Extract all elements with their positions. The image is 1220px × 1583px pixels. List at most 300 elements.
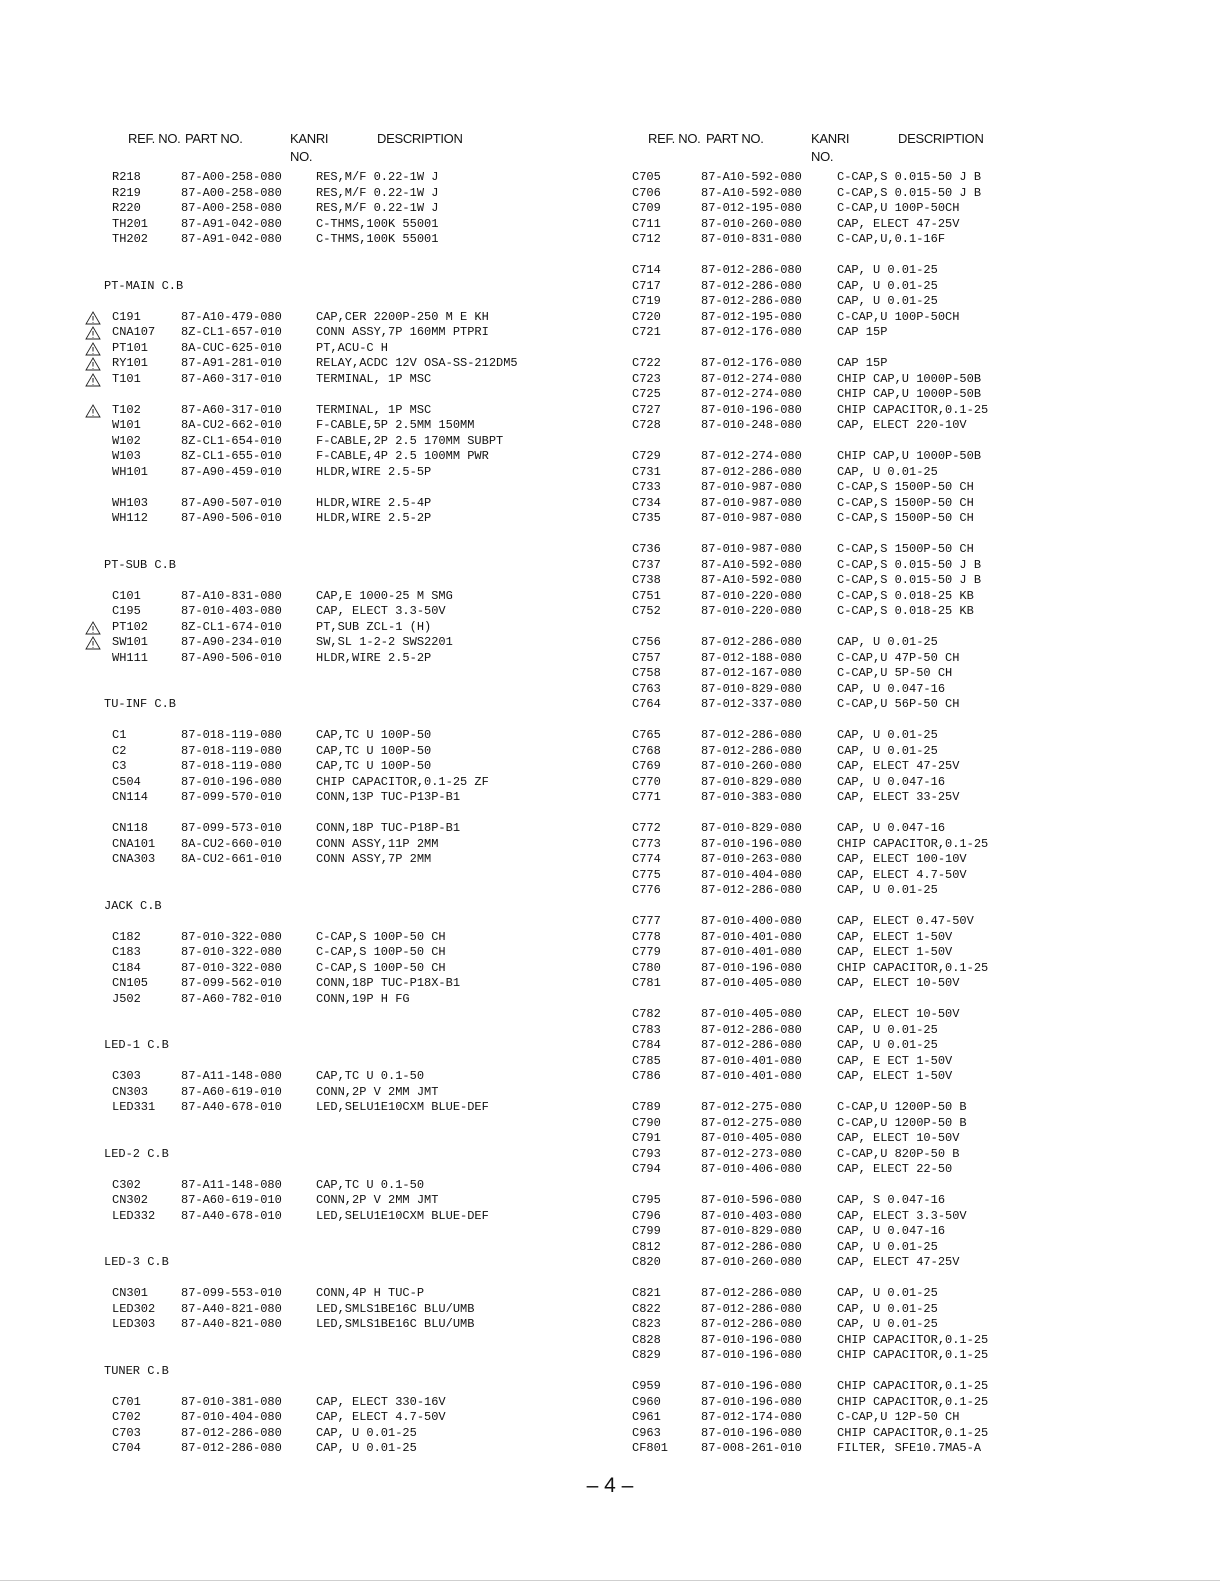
row-spacer xyxy=(90,1333,610,1364)
part-row xyxy=(90,1410,610,1426)
ref-no: C734 xyxy=(632,495,661,510)
description: CAP, U 0.01-25 xyxy=(316,1441,417,1455)
ref-no: C701 xyxy=(112,1394,141,1409)
part-no: 87-010-831-080 xyxy=(701,232,802,246)
part-no: 87-A40-821-080 xyxy=(181,1317,282,1331)
part-row xyxy=(612,1379,1202,1395)
part-no: 87-A60-619-010 xyxy=(181,1193,282,1207)
description: C-THMS,100K 55001 xyxy=(316,216,439,231)
part-no: 87-A11-148-080 xyxy=(181,1177,282,1192)
ref-no-header: REF. NO. xyxy=(128,131,181,146)
ref-no: C737 xyxy=(632,557,661,572)
description: CAP,E 1000-25 M SMG xyxy=(316,588,453,603)
part-no: 87-010-404-080 xyxy=(181,1410,282,1424)
part-no: 87-012-274-080 xyxy=(701,387,802,401)
ref-no: W101 xyxy=(112,418,141,432)
part-no: 87-012-275-080 xyxy=(701,1100,802,1114)
part-row xyxy=(90,1193,610,1209)
ref-no: PT102 xyxy=(112,619,149,634)
description: PT,SUB ZCL-1 (H) xyxy=(316,619,432,634)
part-row xyxy=(612,1116,1202,1132)
description: CHIP CAPACITOR,0.1-25 ZF xyxy=(316,774,489,789)
ref-no: WH111 xyxy=(112,650,149,665)
part-no: 87-012-286-080 xyxy=(701,1038,802,1052)
description: PT,ACU-C H xyxy=(316,340,389,355)
row-spacer xyxy=(90,1271,610,1287)
part-row xyxy=(612,1286,1202,1302)
description: CAP, U 0.047-16 xyxy=(837,681,946,696)
part-no: 87-A00-258-080 xyxy=(181,170,282,184)
description: CHIP CAPACITOR,0.1-25 xyxy=(837,1425,989,1440)
description: CHIP CAP,U 1000P-50B xyxy=(837,371,982,386)
part-no: 87-010-405-080 xyxy=(701,1131,802,1145)
ref-no: C780 xyxy=(632,960,661,975)
ref-no: C728 xyxy=(632,418,661,432)
part-row xyxy=(612,1302,1202,1318)
part-no: 87-010-405-080 xyxy=(701,1007,802,1021)
part-row xyxy=(612,728,1202,744)
part-row xyxy=(612,294,1202,310)
part-row xyxy=(612,418,1202,434)
part-row xyxy=(612,372,1202,388)
part-row xyxy=(612,930,1202,946)
description: C-CAP,S 1500P-50 CH xyxy=(837,480,974,494)
ref-no: C183 xyxy=(112,945,141,959)
ref-no: C789 xyxy=(632,1100,661,1114)
ref-no: C784 xyxy=(632,1038,661,1052)
part-no: 87-012-176-080 xyxy=(701,356,802,370)
description: C-CAP,S 0.018-25 KB xyxy=(837,604,974,618)
part-row xyxy=(612,263,1202,279)
part-row xyxy=(90,418,610,434)
part-row xyxy=(612,1317,1202,1333)
ref-no: C790 xyxy=(632,1115,661,1130)
part-no: 87-010-403-080 xyxy=(701,1208,802,1223)
part-row xyxy=(90,620,610,636)
ref-no: C2 xyxy=(112,743,127,758)
part-no: 87-010-260-080 xyxy=(701,1255,802,1269)
part-row xyxy=(612,170,1202,186)
ref-no: C729 xyxy=(632,449,661,463)
ref-no: C768 xyxy=(632,743,661,758)
part-row xyxy=(90,775,610,791)
part-row xyxy=(90,961,610,977)
part-row xyxy=(612,604,1202,620)
part-no: 87-012-286-080 xyxy=(181,1441,282,1455)
ref-no: C781 xyxy=(632,976,661,990)
part-row xyxy=(90,651,610,667)
part-row xyxy=(90,604,610,620)
part-row xyxy=(612,1209,1202,1225)
description: CAP, ELECT 47-25V xyxy=(837,759,960,773)
description: CAP,CER 2200P-250 M E KH xyxy=(316,309,489,324)
ref-no: C717 xyxy=(632,278,661,293)
left-parts-column xyxy=(90,130,610,1457)
ref-no: C763 xyxy=(632,681,661,696)
part-no: 87-012-286-080 xyxy=(701,294,802,308)
part-no: 87-012-273-080 xyxy=(701,1146,802,1161)
ref-no: C963 xyxy=(632,1425,661,1440)
part-row xyxy=(90,325,610,341)
part-row xyxy=(612,387,1202,403)
description: CAP 15P xyxy=(837,356,888,370)
part-row xyxy=(612,542,1202,558)
ref-no: CNA107 xyxy=(112,325,156,339)
part-row xyxy=(90,449,610,465)
part-row xyxy=(612,635,1202,651)
part-no: 87-099-573-010 xyxy=(181,821,282,835)
part-no: 87-012-274-080 xyxy=(701,371,802,386)
ref-no: CN114 xyxy=(112,790,149,804)
description: CAP, U 0.01-25 xyxy=(837,294,938,308)
description: CAP,TC U 0.1-50 xyxy=(316,1069,425,1083)
part-row xyxy=(90,728,610,744)
section-heading: LED-2 C.B xyxy=(104,1146,169,1161)
ref-no: R220 xyxy=(112,201,141,215)
row-spacer xyxy=(612,434,1202,450)
part-no: 87-012-174-080 xyxy=(701,1410,802,1424)
part-row xyxy=(90,201,610,217)
left-rows xyxy=(90,170,610,1457)
ref-no: PT101 xyxy=(112,340,149,355)
description: F-CABLE,5P 2.5MM 150MM xyxy=(316,418,475,432)
description: CAP, U 0.01-25 xyxy=(837,1317,938,1331)
description: CAP, U 0.047-16 xyxy=(837,821,946,835)
description: CONN ASSY,11P 2MM xyxy=(316,836,439,851)
part-no: 87-012-337-080 xyxy=(701,697,802,711)
part-row xyxy=(90,837,610,853)
part-row xyxy=(90,170,610,186)
row-spacer xyxy=(612,1085,1202,1101)
description: CHIP CAPACITOR,0.1-25 xyxy=(837,1348,989,1362)
ref-no: C738 xyxy=(632,573,661,587)
description: HLDR,WIRE 2.5-2P xyxy=(316,650,432,665)
part-no: 87-A90-507-010 xyxy=(181,495,282,510)
row-spacer xyxy=(612,899,1202,915)
part-no: 87-012-167-080 xyxy=(701,666,802,680)
part-no: 87-018-119-080 xyxy=(181,743,282,758)
description: CAP, ELECT 1-50V xyxy=(837,929,953,944)
ref-no: C769 xyxy=(632,759,661,773)
description: CAP, U 0.01-25 xyxy=(837,743,938,758)
part-no: 87-010-196-080 xyxy=(701,1348,802,1362)
part-row xyxy=(90,1302,610,1318)
ref-no: C703 xyxy=(112,1425,141,1440)
ref-no: CNA101 xyxy=(112,836,156,851)
part-no: 87-010-322-080 xyxy=(181,945,282,959)
part-no: 87-010-196-080 xyxy=(701,1394,802,1409)
ref-no: LED332 xyxy=(112,1208,156,1223)
part-no: 87-010-196-080 xyxy=(701,1379,802,1393)
description: F-CABLE,4P 2.5 100MM PWR xyxy=(316,449,489,463)
description: HLDR,WIRE 2.5-5P xyxy=(316,464,432,479)
part-row xyxy=(612,1069,1202,1085)
kanri-no-header: NO. xyxy=(290,149,313,164)
part-row xyxy=(612,1193,1202,1209)
part-row xyxy=(612,511,1202,527)
part-row xyxy=(612,1426,1202,1442)
ref-no: C725 xyxy=(632,387,661,401)
ref-no: C821 xyxy=(632,1286,661,1300)
kanri-header: KANRI xyxy=(811,131,850,146)
part-row xyxy=(90,930,610,946)
ref-no: C101 xyxy=(112,588,141,603)
part-row xyxy=(90,1085,610,1101)
description: RES,M/F 0.22-1W J xyxy=(316,170,439,184)
description: C-CAP,U 100P-50CH xyxy=(837,201,960,215)
description: RES,M/F 0.22-1W J xyxy=(316,201,439,215)
part-row xyxy=(612,697,1202,713)
ref-no: T101 xyxy=(112,371,141,386)
part-row xyxy=(90,992,610,1008)
row-spacer xyxy=(612,248,1202,264)
description: CAP, ELECT 47-25V xyxy=(837,1255,960,1269)
description: C-CAP,S 100P-50 CH xyxy=(316,945,446,959)
description: CAP, U 0.01-25 xyxy=(837,278,938,293)
part-no: 87-A10-592-080 xyxy=(701,573,802,587)
description: HLDR,WIRE 2.5-2P xyxy=(316,511,432,525)
part-row xyxy=(612,1038,1202,1054)
description: CHIP CAPACITOR,0.1-25 xyxy=(837,1379,989,1393)
part-row xyxy=(90,511,610,527)
row-spacer xyxy=(90,573,610,589)
part-no: 87-A40-678-010 xyxy=(181,1208,282,1223)
part-no: 8A-CU2-662-010 xyxy=(181,418,282,432)
part-row xyxy=(612,1333,1202,1349)
description: CAP,TC U 100P-50 xyxy=(316,728,432,742)
part-no: 87-A00-258-080 xyxy=(181,201,282,215)
part-row xyxy=(90,1395,610,1411)
description: CAP, U 0.01-25 xyxy=(837,1038,938,1052)
ref-no: C709 xyxy=(632,201,661,215)
part-row xyxy=(612,852,1202,868)
description: CAP, U 0.047-16 xyxy=(837,774,946,789)
part-row xyxy=(90,790,610,806)
description: C-CAP,S 0.015-50 J B xyxy=(837,170,982,184)
ref-no: CN302 xyxy=(112,1193,149,1207)
ref-no: C735 xyxy=(632,511,661,525)
part-row xyxy=(612,1147,1202,1163)
part-row xyxy=(612,1162,1202,1178)
part-row xyxy=(90,759,610,775)
ref-no: C722 xyxy=(632,356,661,370)
description: SW,SL 1-2-2 SWS2201 xyxy=(316,635,453,649)
ref-no-header: REF. NO. xyxy=(648,131,701,146)
part-no: 87-010-248-080 xyxy=(701,418,802,432)
part-row xyxy=(612,914,1202,930)
description: RES,M/F 0.22-1W J xyxy=(316,185,439,200)
ref-no: SW101 xyxy=(112,635,149,649)
description: C-CAP,U 820P-50 B xyxy=(837,1146,960,1161)
part-no: 87-A60-782-010 xyxy=(181,991,282,1006)
part-row xyxy=(612,775,1202,791)
part-no: 8Z-CL1-657-010 xyxy=(181,325,282,339)
description: C-CAP,S 1500P-50 CH xyxy=(837,542,974,556)
safety-warning-icon xyxy=(85,621,101,635)
part-no: 87-010-220-080 xyxy=(701,588,802,603)
ref-no: C828 xyxy=(632,1332,661,1347)
part-no: 87-010-196-080 xyxy=(701,1332,802,1347)
description: C-CAP,U 47P-50 CH xyxy=(837,650,960,665)
part-row xyxy=(612,465,1202,481)
ref-no: TH201 xyxy=(112,216,149,231)
description: CAP, U 0.01-25 xyxy=(837,263,938,277)
ref-no: J502 xyxy=(112,991,141,1006)
description: LED,SELU1E10CXM BLUE-DEF xyxy=(316,1100,489,1114)
part-row xyxy=(612,186,1202,202)
ref-no: C184 xyxy=(112,960,141,975)
description: C-CAP,S 0.015-50 J B xyxy=(837,573,982,587)
ref-no: C751 xyxy=(632,588,661,603)
ref-no: C764 xyxy=(632,697,661,711)
part-no: 87-010-405-080 xyxy=(701,976,802,990)
description: LED,SMLS1BE16C BLU/UMB xyxy=(316,1301,475,1316)
ref-no: C822 xyxy=(632,1301,661,1316)
ref-no: C783 xyxy=(632,1022,661,1037)
part-no: 87-012-176-080 xyxy=(701,325,802,339)
section-heading: LED-3 C.B xyxy=(104,1255,169,1269)
part-no: 87-018-119-080 xyxy=(181,728,282,742)
description: CAP,TC U 100P-50 xyxy=(316,743,432,758)
description: CAP, ELECT 47-25V xyxy=(837,216,960,231)
section-heading: JACK C.B xyxy=(104,898,162,913)
description: CAP, U 0.01-25 xyxy=(837,1239,938,1254)
part-no: 87-010-987-080 xyxy=(701,495,802,510)
part-row xyxy=(90,1209,610,1225)
row-spacer xyxy=(90,1379,610,1395)
row-spacer xyxy=(90,387,610,403)
part-no: 8Z-CL1-674-010 xyxy=(181,619,282,634)
ref-no: C776 xyxy=(632,883,661,897)
part-row xyxy=(612,496,1202,512)
part-row xyxy=(90,1100,610,1116)
row-spacer xyxy=(612,806,1202,822)
ref-no: WH103 xyxy=(112,495,149,510)
description: C-CAP,S 1500P-50 CH xyxy=(837,495,974,510)
part-no: 87-018-119-080 xyxy=(181,759,282,773)
description: CAP, ELECT 1-50V xyxy=(837,945,953,959)
ref-no: C820 xyxy=(632,1255,661,1269)
part-row xyxy=(90,1317,610,1333)
part-row xyxy=(612,558,1202,574)
ref-no: C706 xyxy=(632,185,661,200)
safety-warning-icon xyxy=(85,636,101,650)
ref-no: C303 xyxy=(112,1069,141,1083)
part-no-header: PART NO. xyxy=(706,131,764,146)
part-row xyxy=(612,883,1202,899)
row-spacer xyxy=(90,666,610,697)
part-row xyxy=(612,217,1202,233)
part-no: 87-010-829-080 xyxy=(701,1224,802,1238)
description: C-CAP,U 5P-50 CH xyxy=(837,666,953,680)
row-spacer xyxy=(90,1007,610,1038)
safety-warning-icon xyxy=(85,311,101,325)
description: CAP, U 0.01-25 xyxy=(837,728,938,742)
part-row xyxy=(612,666,1202,682)
description: C-CAP,S 1500P-50 CH xyxy=(837,511,974,525)
part-no: 87-012-286-080 xyxy=(701,1317,802,1331)
part-row xyxy=(612,868,1202,884)
part-row xyxy=(90,1426,610,1442)
part-no: 87-A10-592-080 xyxy=(701,170,802,184)
part-row xyxy=(612,201,1202,217)
ref-no: C195 xyxy=(112,604,141,618)
row-spacer xyxy=(90,713,610,729)
row-spacer xyxy=(90,914,610,930)
description: CAP, ELECT 3.3-50V xyxy=(316,604,446,618)
part-no: 87-A10-592-080 xyxy=(701,185,802,200)
description: CHIP CAP,U 1000P-50B xyxy=(837,387,982,401)
description: CAP 15P xyxy=(837,325,888,339)
description: CAP,TC U 100P-50 xyxy=(316,759,432,773)
ref-no: C823 xyxy=(632,1317,661,1331)
part-row xyxy=(90,1178,610,1194)
ref-no: CN118 xyxy=(112,821,149,835)
part-no: 87-010-196-080 xyxy=(701,402,802,417)
part-no: 87-010-322-080 xyxy=(181,929,282,944)
description: CAP, U 0.01-25 xyxy=(837,635,938,649)
safety-warning-icon xyxy=(85,342,101,356)
part-row xyxy=(90,496,610,512)
ref-no: C779 xyxy=(632,945,661,959)
part-row xyxy=(90,465,610,481)
description: CONN ASSY,7P 160MM PTPRI xyxy=(316,325,489,339)
part-row xyxy=(90,589,610,605)
row-spacer xyxy=(90,1224,610,1255)
ref-no: C959 xyxy=(632,1379,661,1393)
description: C-CAP,S 0.018-25 KB xyxy=(837,588,974,603)
right-parts-column xyxy=(612,130,1202,1457)
part-no: 87-099-562-010 xyxy=(181,976,282,990)
description: CHIP CAPACITOR,0.1-25 xyxy=(837,1332,989,1347)
part-no: 8A-CU2-661-010 xyxy=(181,852,282,866)
description: TERMINAL, 1P MSC xyxy=(316,402,432,417)
part-row xyxy=(90,341,610,357)
part-no: 87-010-401-080 xyxy=(701,1069,802,1083)
part-no: 8A-CUC-625-010 xyxy=(181,340,282,355)
description: CAP, S 0.047-16 xyxy=(837,1193,946,1207)
description: CAP, ELECT 220-10V xyxy=(837,418,967,432)
description: C-CAP,U,0.1-16F xyxy=(837,232,946,246)
part-row xyxy=(612,325,1202,341)
part-row xyxy=(90,1441,610,1457)
section-heading: PT-SUB C.B xyxy=(104,557,177,572)
part-no: 87-012-286-080 xyxy=(701,1301,802,1316)
part-no: 87-012-286-080 xyxy=(701,464,802,479)
description: C-CAP,U 1200P-50 B xyxy=(837,1100,967,1114)
part-no: 87-010-401-080 xyxy=(701,929,802,944)
ref-no: C302 xyxy=(112,1177,141,1192)
part-no: 87-008-261-010 xyxy=(701,1441,802,1455)
description: CAP, ELECT 33-25V xyxy=(837,790,960,804)
part-no: 8A-CU2-660-010 xyxy=(181,836,282,851)
page-number: – 4 – xyxy=(586,1474,634,1497)
part-no: 87-010-401-080 xyxy=(701,1053,802,1068)
part-row xyxy=(612,1410,1202,1426)
part-row xyxy=(612,1054,1202,1070)
part-no: 87-010-404-080 xyxy=(701,867,802,882)
description: CHIP CAPACITOR,0.1-25 xyxy=(837,960,989,975)
row-spacer xyxy=(90,1162,610,1178)
part-no: 87-010-987-080 xyxy=(701,542,802,556)
description: CHIP CAP,U 1000P-50B xyxy=(837,449,982,463)
part-no: 87-012-286-080 xyxy=(701,278,802,293)
ref-no: C3 xyxy=(112,759,127,773)
part-no: 87-A60-619-010 xyxy=(181,1084,282,1099)
description: RELAY,ACDC 12V OSA-SS-212DM5 xyxy=(316,356,518,370)
column-header xyxy=(90,130,610,170)
description: CAP, U 0.01-25 xyxy=(837,464,938,479)
